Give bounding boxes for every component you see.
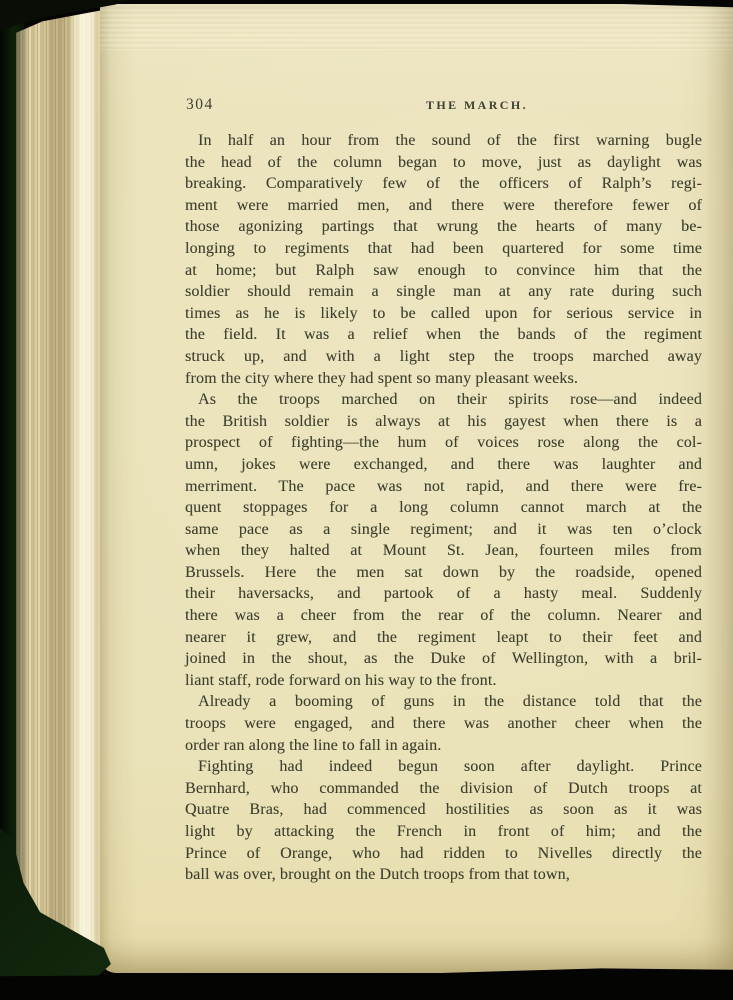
text-line: liant staff, rode forward on his way to the front. xyxy=(185,671,497,689)
text-line: at home; but Ralph saw enough to convince him that the xyxy=(185,261,702,279)
paragraph xyxy=(185,130,702,389)
text-line: the British soldier is always at his gayest when there is a xyxy=(185,412,702,430)
text-line: Bernhard, who commanded the division of Dutch troops at xyxy=(185,779,702,797)
book-page xyxy=(100,4,733,973)
text-line: merriment. The pace was not rapid, and there were fre- xyxy=(185,477,702,495)
running-title: THE MARCH. xyxy=(426,98,528,112)
text-line: when they halted at Mount St. Jean, fourteen miles from xyxy=(185,542,702,560)
text-line: In half an hour from the sound of the first warning bugle xyxy=(198,132,702,149)
text-line: ment were married men, and there were therefore fewer of xyxy=(185,196,702,214)
text-line: same pace as a single regiment; and it was ten o’clock xyxy=(185,520,702,538)
text-line: As the troops marched on their spirits rose—and indeed xyxy=(198,391,702,409)
paragraph xyxy=(185,691,702,756)
text-line: there was a cheer from the rear of the column. Nearer and xyxy=(185,607,702,625)
text-line: their haversacks, and partook of a hasty meal. Suddenly xyxy=(185,585,702,603)
page-header xyxy=(100,96,733,118)
page-number: 304 xyxy=(186,96,214,113)
text-line: order ran along the line to fall in again. xyxy=(185,736,442,754)
text-line: from the city where they had spent so many pleasant weeks. xyxy=(185,369,579,387)
text-line: nearer it grew, and the regiment leapt to their feet and xyxy=(185,628,702,646)
text-line: the field. It was a relief when the bands of the regiment xyxy=(185,326,702,344)
text-line: those agonizing partings that wrung the hearts of many be- xyxy=(185,218,702,236)
text-line: Brussels. Here the men sat down by the roadside, opened xyxy=(185,563,702,581)
text-line: Fighting had indeed begun soon after daylight. Prince xyxy=(198,758,702,776)
text-line: joined in the shout, as the Duke of Wellington, with a bril- xyxy=(185,650,702,668)
text-line: times as he is likely to be called upon for serious service in xyxy=(185,304,702,322)
text-line: breaking. Comparatively few of the officers of Ralph’s regi- xyxy=(185,175,702,193)
paragraph xyxy=(185,389,702,691)
text-line: Prince of Orange, who had ridden to Nivelles directly the xyxy=(185,844,702,862)
paragraph xyxy=(185,756,702,886)
text-line: light by attacking the French in front of him; and the xyxy=(185,823,702,840)
text-line: the head of the column began to move, just as daylight was xyxy=(185,153,702,171)
text-line: Already a booming of guns in the distance told that the xyxy=(198,693,702,711)
text-line: struck up, and with a light step the troops marched away xyxy=(185,347,702,365)
text-line: longing to regiments that had been quartered for some time xyxy=(185,239,702,257)
text-block xyxy=(185,130,702,886)
page-top-sheen xyxy=(100,4,733,50)
text-line: ball was over, brought on the Dutch troops from that town, xyxy=(185,866,570,884)
text-line: troops were engaged, and there was another cheer when the xyxy=(185,715,702,733)
text-line: umn, jokes were exchanged, and there was laughter and xyxy=(185,455,702,473)
text-line: soldier should remain a single man at any rate during such xyxy=(185,283,702,301)
text-line: prospect of fighting—the hum of voices rose along the col- xyxy=(185,434,702,452)
book-fore-edge-pages xyxy=(16,8,104,966)
text-line: quent stoppages for a long column cannot march at the xyxy=(185,499,702,517)
text-line: Quatre Bras, had commenced hostilities as soon as it was xyxy=(185,801,702,819)
